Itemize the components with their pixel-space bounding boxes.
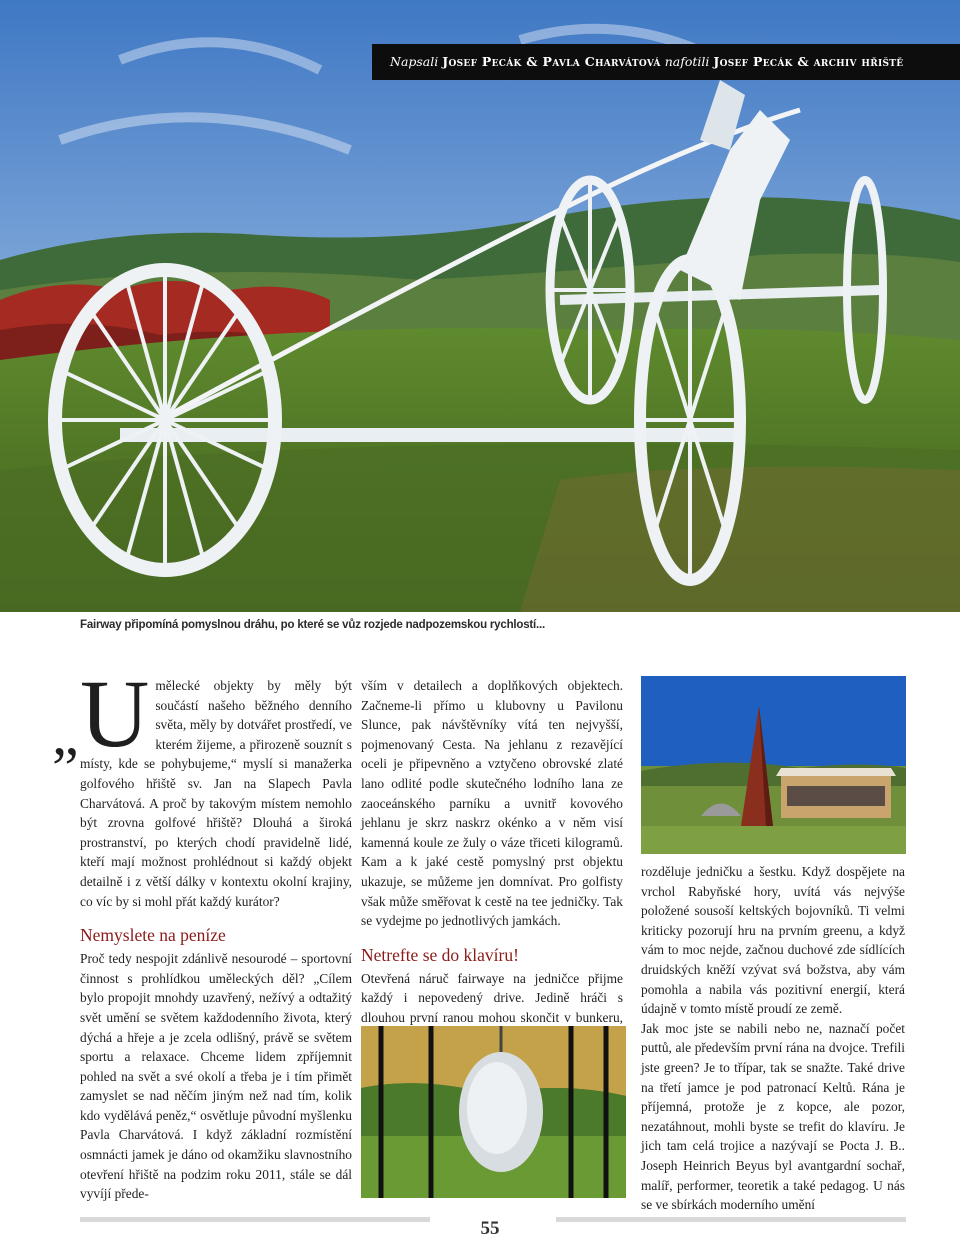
opening-quote-mark: „ xyxy=(52,701,79,767)
intro-paragraph xyxy=(80,660,352,911)
paragraph-money: Proč tedy nespojit zdánlivě nesourodé – sportovní činnost s prohlídkou uměleckých děl? „Cílem bylo propojit mnohdy uzavřený, nežívý a odtažitý svět umění se světem každodenního života, který dýchá a hřeje a je zcela odlišný, právě se světem sportu a relaxace. Chceme lidem zpříjemnit pohled na svět a své okolí a třeba je i tím přimět zamyslet se nad něčím jiným než nad tím, kolik kdo vydělává peněz,“ osvětluje původní myšlenku Pavla Charvátová. I když základní rozmístění osmnácti jamek je dáno od okamžiku slavnostního otevření hřiště na podzim roku 2011, stále se dál vyvíjí předе- xyxy=(80,951,352,1202)
article-byline xyxy=(372,44,960,80)
article-column-1 xyxy=(80,660,352,1204)
article-column-2 xyxy=(361,676,623,1047)
byline-authors: Josef Pecák & Pavla Charvátová xyxy=(442,54,661,69)
hero-photo-wagon-sculpture xyxy=(0,0,960,612)
paragraph-putts: Jak moc jste se nabili nebo ne, naznačí počet puttů, ale především první rána na dvojce. Trefili jste green? Je to třípar, tak se snažte. Také drive na třetí jamce je pod patronací Keltů. Rána je příjemná, protože je z kopce, ale pozor, nezatáhnout, mohli byste se trefit do klavíru. Je jich tam celá trojice a nazývají se Pocta J. B.. Joseph Heinrich Beyus byl avantgardní sochař, malíř, performer, teoretik a také pedagog. U nás se ve sbírkách moderního umění xyxy=(641,1020,905,1213)
paragraph-path: vším v detailech a doplňkových objektech. Začneme-li přímo u klubovny u Pavilonu Slunce, pak návštěvníky vítá ten nejvyšší, pojmenovaný Cesta. Na jehlanu z rezavějící oceli je připevněno a vztyčeno obrovské zlaté lano odlité podle skutečného lodního lana ze zaoceánského parníku a uvnitř kovového jehlanu je skrz naskrz okénko a v něm visí kamenná koule ze žuly o váze třiceti kilogramů. Kam a k jaké cestě pomyslný prst objektu ukazuje, se můžeme jen domnívat. Pro golfisty však může směřovat k cestě na tee jedničky. Tak se vydejme po jednotlivých jamkách. xyxy=(361,678,623,929)
dropcap-letter: U xyxy=(80,660,150,767)
byline-written-label: Napsali xyxy=(390,54,439,69)
clubhouse-pyramid-illustration xyxy=(641,676,906,854)
paragraph-celts: rozděluje jedničku a šestku. Když dospějete na vrchol Rabyňské hory, uvítá vás nejvýše položené sousoší keltských bojovníků. Ti velmi kriticky pozorují hru na prvním greenu, a když vám to moc nejde, začnou duchové zde sídlících druidských kněží vzývat svá božstva, aby vám pomohla a nabila vás pozitivní energií, která údajně v tomto místě proudí ze země. xyxy=(641,864,905,1017)
wagon-sculpture-illustration xyxy=(0,0,960,612)
article-column-3 xyxy=(641,862,905,1215)
section-heading-piano: Netrefte se do klavíru! xyxy=(361,944,519,965)
byline-photo-label: nafotili xyxy=(664,54,710,69)
byline-photographers: Josef Pecák & archiv hřiště xyxy=(713,54,904,69)
page-number: 55 xyxy=(480,1218,500,1239)
hero-caption: Fairway připomíná pomyslnou dráhu, po které se vůz rozjede nadpozemskou rychlostí... xyxy=(80,619,546,631)
intro-text: mělecké objekty by měly být součástí našeho běžného denního světa, měly by dotvářet prostředí, ve kterém žijeme, a přirozeně souznít s místy, kde se pohybujeme,“ myslí si manažerka golfového hřiště sv. Jan na Slapech Pavla Charvátová. A proč by takovým místem nemohlo být zrovna golfové hřiště? Dlouhá a široká prostranství, po kterých chodí pravidelně lidé, kteří mají možnost prohlédnout si každý objekt detailně i z větší dálky v kontextu okolní krajiny, co víc by si mohl přát každý kurátor? xyxy=(80,678,352,909)
photo-clubhouse-pyramid xyxy=(641,676,906,854)
photo-mirror-disc xyxy=(361,1026,626,1198)
section-heading-money: Nemyslete na peníze xyxy=(80,925,226,946)
paragraph-fairway: Otevřená náruč fairwaye na jedničce přijme každý i nepovedený drive. Jedině hráči s dlouhou první ranou mohou skončit v bunkeru, xyxy=(361,970,623,1025)
mirror-disc-illustration xyxy=(361,1026,626,1198)
